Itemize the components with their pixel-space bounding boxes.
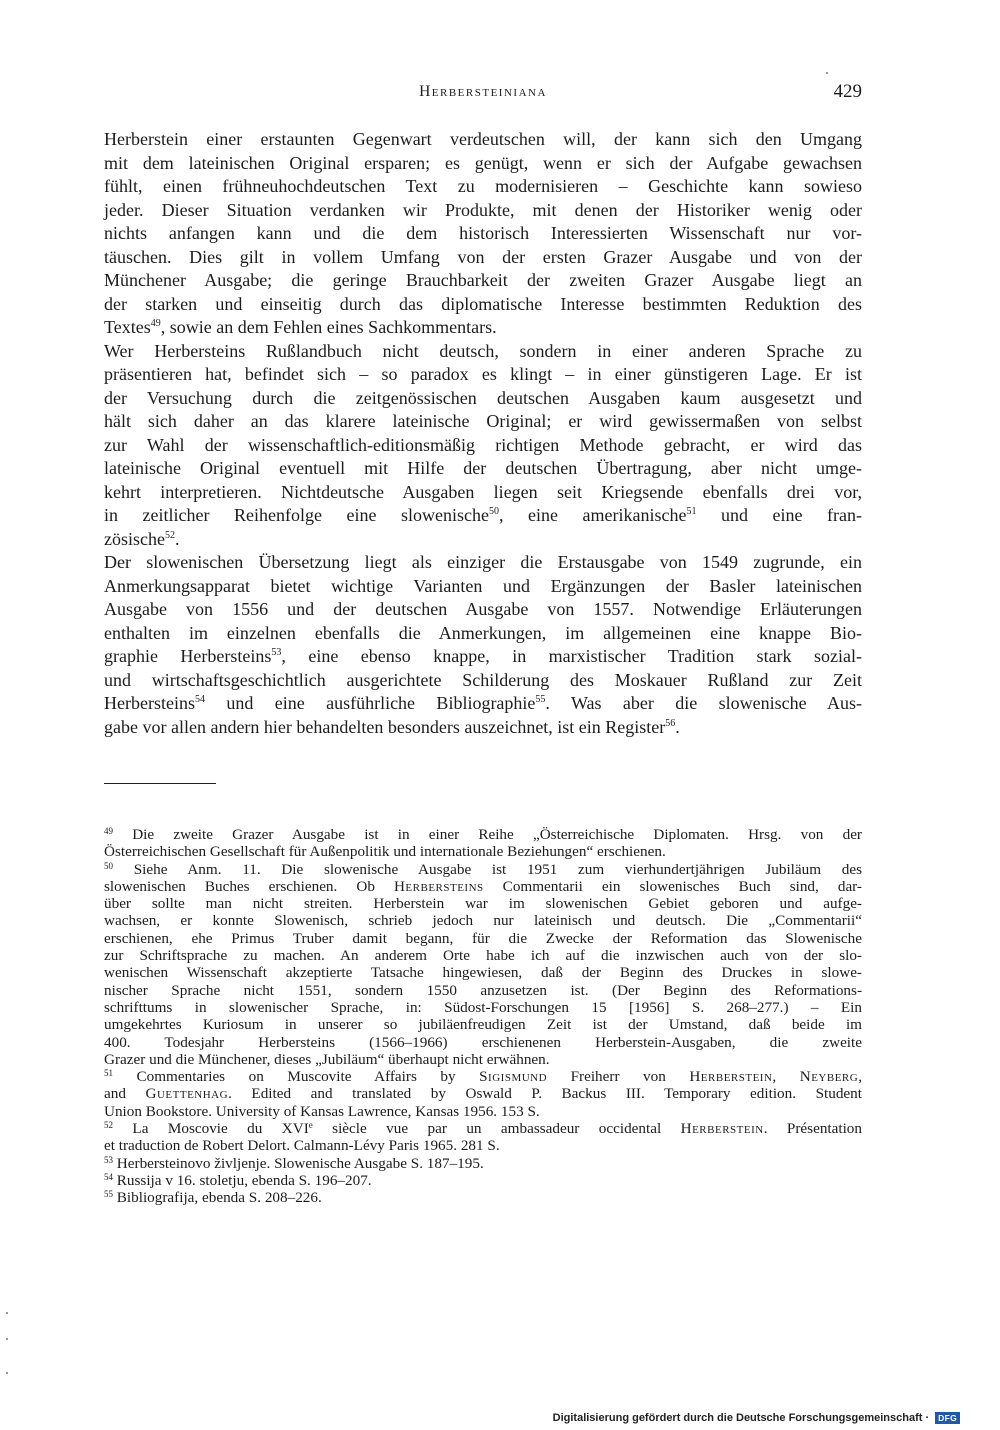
footnote-line	[104, 1068, 862, 1085]
body-line	[104, 622, 862, 646]
superscript: e	[308, 1120, 313, 1131]
line-text: Herbersteins	[104, 693, 195, 713]
line-text: graphie Herbersteins	[104, 646, 272, 666]
footnote-line	[104, 1189, 862, 1206]
body-line	[104, 246, 862, 270]
line-text: .	[675, 716, 680, 737]
footnote-text: . Présentation	[763, 1120, 862, 1138]
footnote-line	[104, 826, 862, 843]
footnote-text: Österreichischen Gesellschaft für Außenpolitik und internationale Beziehungen“ erschienen.	[104, 843, 666, 861]
line-text: nichts anfangen kann und die dem historisch Interessierten Wissenschaft nur vor-	[104, 223, 862, 243]
line-text: zösische	[104, 528, 165, 549]
scan-speck	[6, 1312, 8, 1314]
footnote-text: Die zweite Grazer Ausgabe ist in einer Reihe „Österreichische Diplomaten. Hrsg. von der	[113, 826, 862, 843]
scan-speck	[826, 72, 828, 74]
credit-text: Digitalisierung gefördert durch die Deutsche Forschungsgemeinschaft ·	[552, 1412, 930, 1424]
footnote-line	[104, 1137, 862, 1154]
footnote-line	[104, 1085, 862, 1102]
footnote-text: and	[104, 1085, 146, 1103]
line-text: der Versuchung durch die zeitgenössischen deutschen Ausgaben kaum ausgesetzt und	[104, 387, 862, 408]
small-caps-name: Herberstein	[689, 1068, 773, 1086]
running-title: Herbersteiniana	[419, 83, 547, 100]
line-text: in zeitlicher Reihenfolge eine slowenische	[104, 505, 489, 525]
footnote-line	[104, 930, 862, 947]
body-line	[104, 199, 862, 223]
footnote-number: 54	[104, 1171, 113, 1182]
footnote-text: Union Bookstore. University of Kansas Lawrence, Kansas 1956. 153 S.	[104, 1102, 540, 1120]
footnote-line	[104, 1034, 862, 1051]
body-line	[104, 316, 862, 340]
footnote-text: siècle vue par un ambassadeur occidental	[312, 1120, 681, 1138]
body-line	[104, 669, 862, 693]
line-text: täuschen. Dies gilt in vollem Umfang von der ersten Grazer Ausgabe und von der	[104, 246, 862, 267]
body-line	[104, 293, 862, 317]
line-text: Wer Herbersteins Rußlandbuch nicht deutsch, sondern in einer anderen Sprache zu	[104, 340, 862, 361]
footnote-text: Commentaries on Muscovite Affairs by	[113, 1068, 480, 1086]
footnote-ref: 51	[686, 506, 697, 517]
footnote-number: 50	[104, 860, 113, 871]
line-text: Textes	[104, 317, 151, 337]
footnote-line	[104, 1051, 862, 1068]
footnote-text: nischer Sprache nicht 1551, sondern 1550 anzusetzen ist. (Der Beginn des Reformations-	[104, 981, 862, 999]
small-caps-name: Sigismund	[479, 1068, 548, 1086]
body-line	[104, 434, 862, 458]
body-line	[104, 481, 862, 505]
footnote-ref: 52	[164, 529, 175, 541]
footnote-text: et traduction de Robert Delort. Calmann-Lévy Paris 1965. 281 S.	[104, 1137, 500, 1155]
footnote-text: Russija v 16. stoletju, ebenda S. 196–207.	[113, 1171, 372, 1189]
footnote-text: Grazer und die Münchener, dieses „Jubiläum“ überhaupt nicht erwähnen.	[104, 1050, 550, 1068]
line-text: kehrt interpretieren. Nichtdeutsche Ausgaben liegen seit Kriegsende ebenfalls drei vor,	[104, 481, 862, 502]
body-line	[104, 504, 862, 528]
body-line	[104, 387, 862, 411]
line-text: und eine ausführliche Bibliographie	[204, 693, 536, 713]
body-line	[104, 340, 862, 364]
body-line	[104, 410, 862, 434]
page-number: 429	[833, 81, 862, 102]
line-text: präsentieren hat, befindet sich – so paradox es klingt – in einer günstigeren Lage. Er ist	[104, 364, 862, 384]
footnotes	[104, 826, 862, 1207]
footnote-ref: 49	[150, 318, 161, 329]
line-text: Münchener Ausgabe; die geringe Brauchbarkeit der zweiten Grazer Ausgabe liegt an	[104, 270, 862, 290]
footnote-text: wenischen Wissenschaft akzeptierte Tatsache hingewiesen, daß der Beginn des Druckes in slowe-	[104, 964, 862, 982]
footnote-line	[104, 1155, 862, 1172]
footnote-line	[104, 1120, 862, 1137]
footnote-text: ,	[858, 1068, 863, 1086]
footnote-text: schrifttums in slowenischer Sprache, in: Südost-Forschungen 15 [1956] S. 268–277.) – Ein	[104, 998, 862, 1016]
footnote-text: umgekehrtes Kuriosum in unserer so jubiläenfreudigen Zeit ist der Umstand, daß beide im	[104, 1016, 862, 1034]
footnote-ref: 55	[535, 694, 546, 705]
footnote-ref: 53	[271, 647, 282, 658]
footnote-line	[104, 1016, 862, 1033]
body-line	[104, 175, 862, 199]
line-text: zur Wahl der wissenschaftlich-editionsmäßig richtigen Methode gebracht, er wird das	[104, 434, 862, 455]
footnote-text: Siehe Anm. 11. Die slowenische Ausgabe ist 1951 zum vierhundertjährigen Jubiläum des	[113, 860, 862, 878]
body-line	[104, 128, 862, 152]
footnote-text: La Moscovie du XVI	[113, 1120, 309, 1138]
line-text: , eine ebenso knappe, in marxistischer Tradition stark sozial-	[281, 646, 862, 666]
line-text: gabe vor allen andern hier behandelten besonders auszeichnet, ist ein Register	[104, 716, 666, 737]
footnote-line	[104, 999, 862, 1016]
footnote-text: Bibliografija, ebenda S. 208–226.	[113, 1189, 322, 1207]
footnote-line	[104, 912, 862, 929]
footnote-text: wachsen, er konnte Slowenisch, schrieb jedoch nur lateinisch und deutsch. Die „Commentarii“	[104, 912, 862, 930]
body-line	[104, 222, 862, 246]
line-text: und eine fran-	[696, 505, 862, 525]
line-text: Der slowenischen Übersetzung liegt als einziger die Erstausgabe von 1549 zugrunde, ein	[104, 552, 862, 572]
footnote-text: erschienen, ehe Primus Truber damit begann, für die Zwecke der Reformation das Slowenische	[104, 929, 862, 947]
footnote-line	[104, 843, 862, 860]
body-line	[104, 692, 862, 716]
body-line	[104, 528, 862, 552]
footnote-line	[104, 1172, 862, 1189]
footnote-line	[104, 1103, 862, 1120]
line-text: der starken und einseitig durch das diplomatische Interesse bestimmten Reduktion des	[104, 293, 862, 314]
footnote-text: zur Schriftsprache zu machen. An anderem Orte habe ich auf die inzwischen auch von der slo-	[104, 947, 862, 965]
footnote-text: Herbersteinovo življenje. Slowenische Ausgabe S. 187–195.	[113, 1154, 484, 1172]
footnote-number: 49	[104, 826, 113, 836]
body-line	[104, 716, 862, 740]
footnote-number: 53	[104, 1154, 113, 1165]
footnote-divider	[104, 783, 216, 784]
body-line	[104, 152, 862, 176]
body-line	[104, 551, 862, 575]
footnote-line	[104, 878, 862, 895]
dfg-logo: DFG	[935, 1412, 960, 1424]
footnote-text: Freiherr von	[547, 1068, 690, 1086]
line-text: , eine amerikanische	[498, 505, 687, 525]
footnote-number: 51	[104, 1068, 113, 1079]
line-text: Anmerkungsapparat bietet wichtige Varianten und Ergänzungen der Basler lateinischen	[104, 575, 862, 596]
footnote-line	[104, 861, 862, 878]
line-text: hält sich daher an das klarere lateinische Original; er wird gewissermaßen von selbst	[104, 411, 862, 431]
footnote-number: 52	[104, 1120, 113, 1131]
body-line	[104, 575, 862, 599]
small-caps-name: Neyberg	[799, 1068, 859, 1086]
footnote-ref: 50	[488, 506, 499, 517]
line-text: mit dem lateinischen Original ersparen; es genügt, wenn er sich der Aufgabe gewachsen	[104, 152, 862, 173]
body-line	[104, 598, 862, 622]
small-caps-name: Herberstein	[680, 1120, 764, 1138]
footnote-text: über sollte man nicht streiten. Herberstein war im slowenischen Gebiet geboren und aufge-	[104, 895, 862, 913]
scan-speck	[6, 1372, 8, 1374]
footnote-number: 55	[104, 1189, 113, 1200]
body-text	[104, 128, 862, 739]
footnote-text: . Edited and translated by Oswald P. Backus III. Temporary edition. Student	[228, 1085, 862, 1103]
line-text: . Was aber die slowenische Aus-	[545, 693, 862, 713]
line-text: lateinische Original eventuell mit Hilfe der deutschen Übertragung, aber nicht umge-	[104, 458, 862, 478]
footnote-ref: 54	[194, 694, 205, 705]
small-caps-name: Herbersteins	[393, 877, 484, 895]
footnote-line	[104, 982, 862, 999]
footnote-line	[104, 964, 862, 981]
digitization-credit	[553, 1412, 960, 1424]
footnote-text: Commentarii ein slowenisches Buch sind, dar-	[483, 877, 862, 895]
footnote-text: slowenischen Buches erschienen. Ob	[104, 877, 394, 895]
footnote-text: 400. Todesjahr Herbersteins (1566–1966) erschienenen Herberstein-Ausgaben, die zweite	[104, 1033, 862, 1051]
line-text: Herberstein einer erstaunten Gegenwart verdeutschen will, der kann sich den Umgang	[104, 129, 862, 149]
line-text: , sowie an dem Fehlen eines Sachkommentars.	[160, 317, 497, 337]
line-text: Ausgabe von 1556 und der deutschen Ausgabe von 1557. Notwendige Erläuterungen	[104, 599, 862, 619]
line-text: fühlt, einen frühneuhochdeutschen Text zu modernisieren – Geschichte kann sowieso	[104, 176, 862, 196]
line-text: enthalten im einzelnen ebenfalls die Anmerkungen, im allgemeinen eine knappe Bio-	[104, 622, 862, 643]
footnote-line	[104, 895, 862, 912]
line-text: jeder. Dieser Situation verdanken wir Produkte, mit denen der Historiker wenig oder	[104, 199, 862, 220]
small-caps-name: Guettenhag	[145, 1085, 229, 1103]
line-text: und wirtschaftsgeschichtlich ausgerichtete Schilderung des Moskauer Rußland zur Zeit	[104, 669, 862, 690]
body-line	[104, 269, 862, 293]
scan-speck	[6, 1338, 8, 1340]
body-line	[104, 645, 862, 669]
footnote-line	[104, 947, 862, 964]
line-text: .	[174, 528, 180, 549]
footnote-text: ,	[772, 1068, 800, 1086]
running-head	[104, 80, 862, 106]
body-line	[104, 457, 862, 481]
footnote-ref: 56	[665, 717, 676, 729]
body-line	[104, 363, 862, 387]
